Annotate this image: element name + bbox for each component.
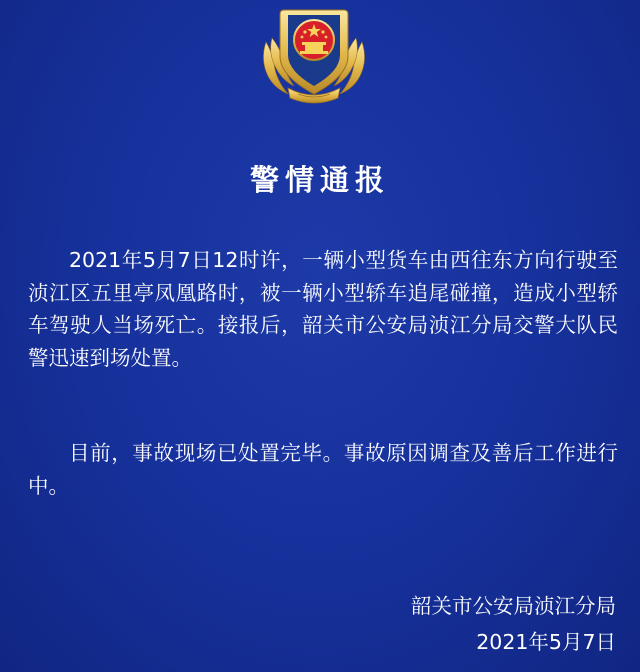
- signature-date: 2021年5月7日: [476, 630, 616, 654]
- notice-title: 警情通报: [249, 163, 390, 197]
- police-emblem-icon: [258, 2, 370, 110]
- notice-paragraph-1: 2021年5月7日12时许，一辆小型货车由西往东方向行驶至浈江区五里亭凤凰路时，被一辆小型轿车追尾碰撞，造成小型轿车驾驶人当场死亡。接报后，韶关市公安局浈江分局交警大队民警迅速到场处置。: [28, 248, 618, 370]
- signature-organization: 韶关市公安局浈江分局: [411, 594, 616, 618]
- notice-paragraph-2: 目前，事故现场已处置完毕。事故原因调查及善后工作进行中。: [28, 441, 618, 498]
